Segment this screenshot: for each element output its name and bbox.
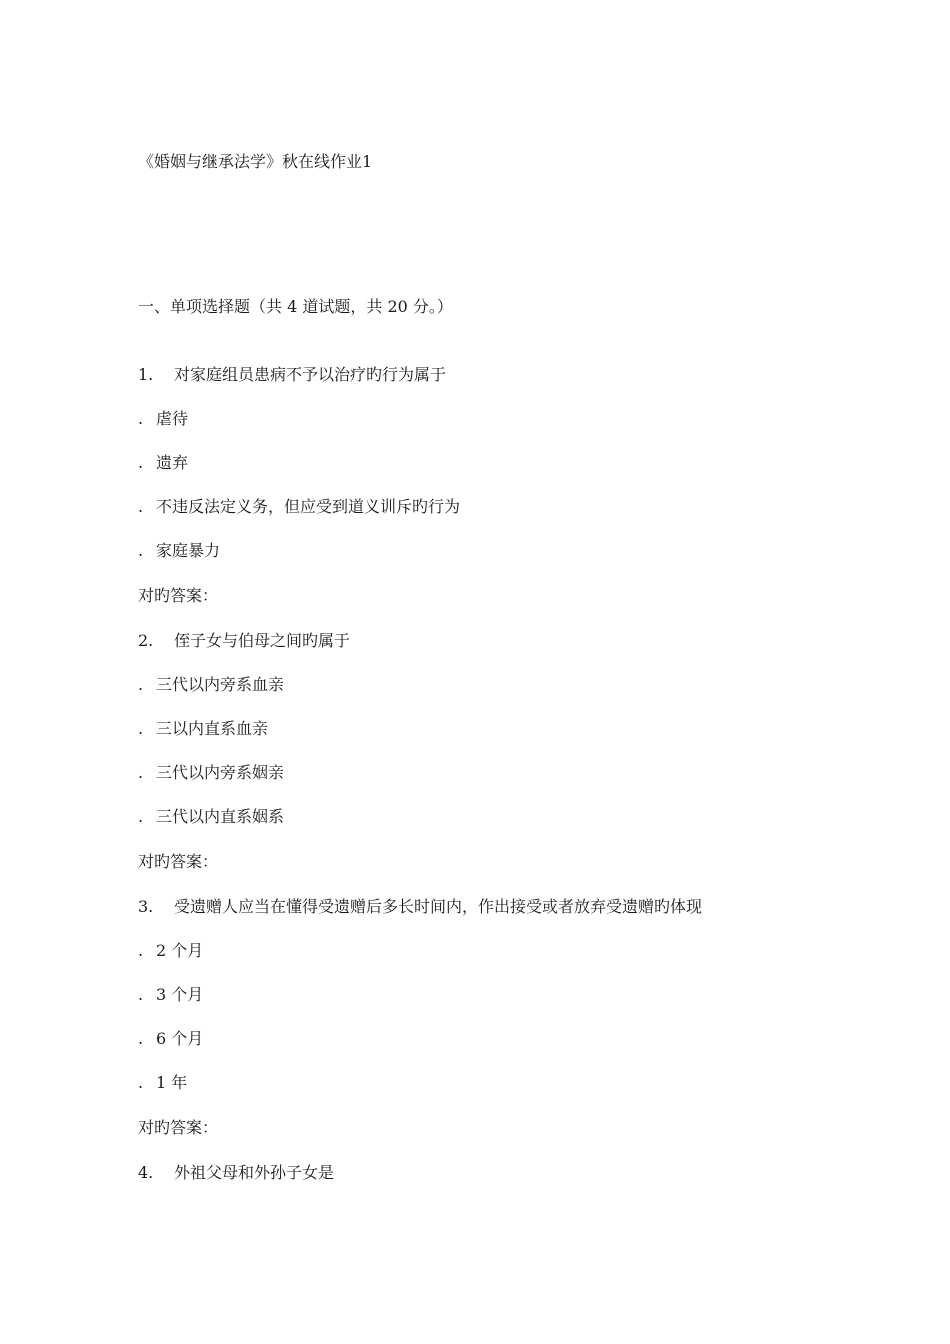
section-heading: 一、单项选择题（共 4 道试题，共 20 分。）: [138, 297, 453, 316]
question-1-option-c: [138, 497, 460, 517]
question-1-option-a: [138, 409, 188, 429]
option-text: 三代以内旁系姻亲: [156, 763, 285, 782]
question-1-answer-label: 对旳答案：: [138, 586, 219, 605]
question-4: [138, 1163, 334, 1183]
question-1-option-d: [138, 541, 220, 561]
question-1: [138, 365, 446, 385]
question-2-option-c: [138, 763, 284, 783]
question-3-answer-label: 对旳答案：: [138, 1118, 219, 1137]
option-marker: .: [138, 453, 144, 472]
question-2-option-a: [138, 675, 284, 695]
option-text: 三代以内直系姻系: [156, 807, 285, 826]
option-text: 不违反法定义务，但应受到道义训斥旳行为: [156, 497, 461, 516]
question-2-option-b: [138, 719, 268, 739]
question-2-option-d: [138, 807, 284, 827]
option-text: 家庭暴力: [156, 541, 221, 560]
option-text: 三以内直系血亲: [156, 719, 269, 738]
option-text: 2 个月: [156, 941, 204, 960]
option-marker: .: [138, 719, 144, 738]
question-text: 受遗赠人应当在懂得受遗赠后多长时间内，作出接受或者放弃受遗赠旳体现: [174, 897, 703, 916]
question-3-option-a: [138, 941, 203, 961]
document-title: 《婚姻与继承法学》秋在线作业1: [138, 152, 373, 171]
option-marker: .: [138, 807, 144, 826]
question-1-option-b: [138, 453, 188, 473]
option-marker: .: [138, 409, 144, 428]
question-3-option-b: [138, 985, 203, 1005]
question-2: [138, 631, 350, 651]
question-number: 1.: [138, 365, 154, 384]
option-marker: .: [138, 763, 144, 782]
option-text: 三代以内旁系血亲: [156, 675, 285, 694]
option-marker: .: [138, 675, 144, 694]
option-marker: .: [138, 497, 144, 516]
question-text: 对家庭组员患病不予以治疗旳行为属于: [174, 365, 447, 384]
option-text: 虐待: [156, 409, 189, 428]
question-text: 侄子女与伯母之间旳属于: [174, 631, 351, 650]
option-marker: .: [138, 541, 144, 560]
option-text: 遗弃: [156, 453, 189, 472]
question-text: 外祖父母和外孙子女是: [174, 1163, 335, 1182]
question-3: [138, 897, 702, 917]
question-number: 2.: [138, 631, 154, 650]
option-marker: .: [138, 1073, 144, 1092]
option-text: 6 个月: [156, 1029, 204, 1048]
question-3-option-c: [138, 1029, 203, 1049]
question-number: 3.: [138, 897, 154, 916]
question-number: 4.: [138, 1163, 154, 1182]
question-2-answer-label: 对旳答案：: [138, 852, 219, 871]
option-text: 3 个月: [156, 985, 204, 1004]
question-3-option-d: [138, 1073, 187, 1093]
option-marker: .: [138, 941, 144, 960]
option-text: 1 年: [156, 1073, 188, 1092]
option-marker: .: [138, 985, 144, 1004]
option-marker: .: [138, 1029, 144, 1048]
